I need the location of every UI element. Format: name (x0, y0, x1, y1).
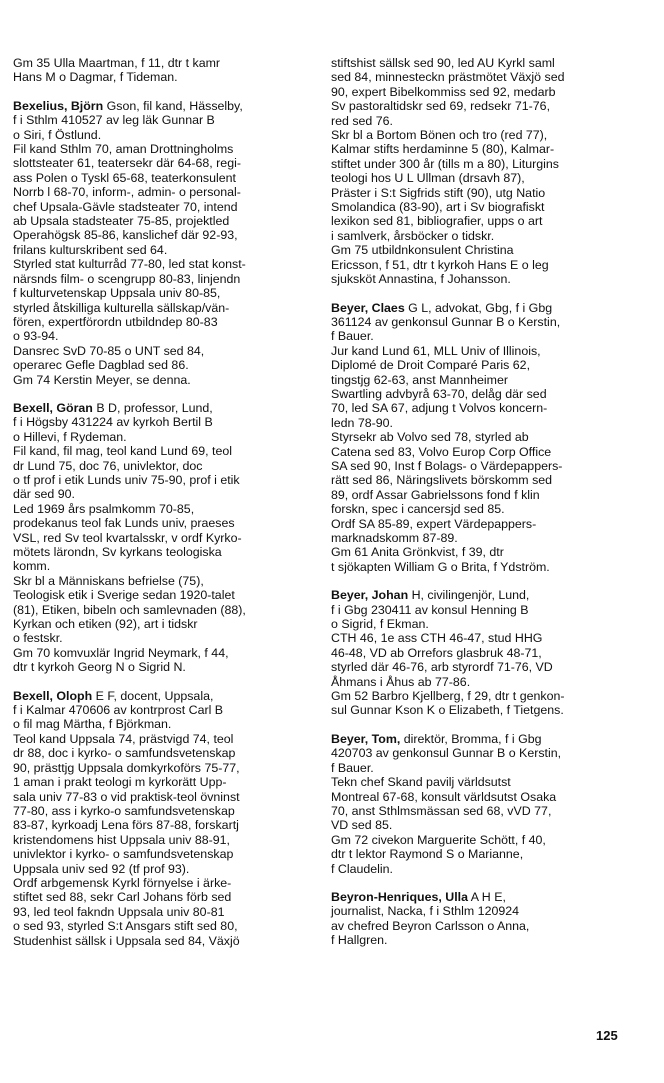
entry-line: red sed 76. (331, 113, 393, 128)
entry-line: o fil mag Märtha, f Björkman. (13, 717, 172, 732)
entry-line: 70, led SA 67, adjung t Volvos koncern- (331, 401, 548, 416)
entry-line (13, 401, 303, 415)
entry-line: Studenhist sällsk i Uppsala sed 84, Växjö (13, 933, 240, 948)
biography-entry (13, 56, 303, 85)
entry-line: Jur kand Lund 61, MLL Univ of Illinois, (331, 343, 541, 358)
entry-line: ass Polen o Tyskl 65-68, teaterkonsulent (13, 170, 236, 185)
entry-line: f Hallgren. (331, 933, 388, 948)
entry-line: fören, expertförordn utbildndep 80-83 (13, 314, 218, 329)
entry-line-text: G L, advokat, Gbg, f i Gbg (404, 300, 553, 315)
entry-line: ab Upsala stadsteater 75-85, projektled (13, 214, 230, 229)
entry-line: f kulturvetenskap Uppsala univ 80-85, (13, 286, 221, 301)
entry-line: o tf prof i etik Lunds univ 75-90, prof i etik (13, 472, 240, 487)
entry-name: Bexell, Göran (13, 400, 93, 415)
entry-line: närsnds film- o scengrupp 80-83, linjendn (13, 271, 241, 286)
entry-line-text: direktör, Bromma, f i Gbg (400, 731, 542, 746)
entry-line: Dansrec SvD 70-85 o UNT sed 84, (13, 343, 205, 358)
right-column (331, 56, 621, 962)
entry-line: 90, expert Bibelkommiss sed 92, medarb (331, 84, 556, 99)
entry-line: 77-80, ass i kyrko-o samfundsvetenskap (13, 803, 235, 818)
entry-line: sala univ 77-83 o vid praktisk-teol övninst (13, 789, 240, 804)
entry-line: VD sed 85. (331, 818, 393, 833)
entry-line: Operahögsk 85-86, kanslichef där 92-93, (13, 228, 238, 243)
entry-line: dr Lund 75, doc 76, univlektor, doc (13, 458, 203, 473)
entry-line: (81), Etiken, bibeln och samlevnaden (88), (13, 602, 246, 617)
entry-line: univlektor i kyrko- o samfundsvetenskap (13, 847, 234, 862)
entry-line: o 93-94. (13, 329, 59, 344)
entry-line: Gm 74 Kerstin Meyer, se denna. (13, 372, 191, 387)
entry-line-text: B D, professor, Lund, (92, 400, 213, 415)
entry-line: sul Gunnar Kson K o Elizabeth, f Tietgens. (331, 703, 564, 718)
entry-line: VSL, red Sv teol kvartalsskr, v ordf Kyrko- (13, 530, 242, 545)
entry-line-text: Gson, fil kand, Hässelby, (103, 98, 243, 113)
entry-line: Teol kand Uppsala 74, prästvigd 74, teol (13, 731, 234, 746)
entry-line: Catena sed 83, Volvo Europ Corp Office (331, 444, 552, 459)
entry-line: Diplomé de Droit Comparé Paris 62, (331, 358, 531, 373)
entry-line: dtr t lektor Raymond S o Marianne, (331, 847, 524, 862)
entry-line: Åhmans i Åhus ab 77-86. (331, 674, 471, 689)
biography-entry (331, 890, 621, 948)
left-column (13, 56, 303, 962)
entry-line: SA sed 90, Inst f Bolags- o Värdepappers- (331, 458, 563, 473)
entry-line: Smolandica (83-90), art i Sv biografiskt (331, 200, 545, 215)
biography-entry (331, 301, 621, 575)
entry-line: rätt sed 86, Näringslivets börskomm sed (331, 473, 553, 488)
entry-line: dtr t kyrkoh Georg N o Sigrid N. (13, 660, 186, 675)
entry-line: 361124 av genkonsul Gunnar B o Kerstin, (331, 314, 561, 329)
entry-line: Teologisk etik i Sverige sedan 1920-talet (13, 588, 235, 603)
entry-line: kristendomens hist Uppsala univ 88-91, (13, 832, 230, 847)
entry-line: Hans M o Dagmar, f Tideman. (13, 70, 178, 85)
entry-line-text: E F, docent, Uppsala, (92, 688, 214, 703)
entry-line: tingstjg 62-63, anst Mannheimer (331, 372, 509, 387)
entry-line: forskn, spec i cancersjd sed 85. (331, 502, 505, 517)
entry-line: Kalmar stifts herdaminne 5 (80), Kalmar- (331, 142, 555, 157)
entry-line: f i Sthlm 410527 av leg läk Gunnar B (13, 113, 215, 128)
entry-line: mötets lärondn, Sv kyrkans teologiska (13, 545, 222, 559)
entry-line: Styrled stat kulturråd 77-80, led stat konst- (13, 257, 246, 272)
entry-line: 90, prästtjg Uppsala domkyrkoförs 75-77, (13, 760, 240, 775)
entry-line: Fil kand Sthlm 70, aman Drottningholms (13, 142, 234, 157)
entry-line: Kyrkan och etiken (92), art i tidskr (13, 617, 198, 632)
entry-line: o sed 93, styrled S:t Ansgars stift sed 80, (13, 919, 238, 934)
entry-name: Bexell, Oloph (13, 688, 93, 703)
entry-line: ledn 78-90. (331, 415, 394, 430)
entry-line: Swartling advbyrå 63-70, delåg där sed (331, 386, 547, 401)
entry-line: Led 1969 års psalmkomm 70-85, (13, 501, 195, 516)
entry-line: marknadskomm 87-89. (331, 531, 458, 545)
entry-line: Gm 75 utbildnkonsulent Christina (331, 243, 514, 258)
biography-entry (13, 689, 303, 948)
biography-entry (331, 732, 621, 876)
entry-line: Styrsekr ab Volvo sed 78, styrled ab (331, 430, 529, 445)
entry-line-text: A H E, (468, 889, 506, 904)
entry-line: Fil kand, fil mag, teol kand Lund 69, teol (13, 444, 233, 459)
biography-entry (13, 401, 303, 675)
entry-line: 89, ordf Assar Gabrielssons fond f klin (331, 487, 540, 502)
biography-entry (331, 588, 621, 718)
entry-line: f i Högsby 431224 av kyrkoh Bertil B (13, 415, 213, 430)
entry-line: operarec Gefle Dagblad sed 86. (13, 358, 189, 373)
entry-line: o Hillevi, f Rydeman. (13, 429, 127, 444)
entry-line: Präster i S:t Sigfrids stift (90), utg Natio (331, 185, 546, 200)
entry-line: sed 84, minnesteckn prästmötet Växjö sed (331, 70, 565, 85)
biography-entry (331, 56, 621, 287)
entry-line (331, 588, 621, 602)
entry-line: där sed 90. (13, 487, 75, 502)
entry-line: 420703 av genkonsul Gunnar B o Kerstin, (331, 746, 562, 761)
entry-line: lexikon sed 81, bibliografier, upps o art (331, 214, 543, 229)
entry-line (13, 99, 303, 113)
entry-line: stiftet sed 88, sekr Carl Johans förb sed (13, 890, 232, 905)
entry-line: 93, led teol fakndn Uppsala univ 80-81 (13, 904, 225, 919)
entry-line: styrled där 46-76, arb styrordf 71-76, VD (331, 660, 553, 675)
entry-line: teologi hos U L Ullman (drsavh 87), (331, 171, 525, 186)
entry-line: 70, anst Sthlmsmässan sed 68, vVD 77, (331, 803, 552, 818)
entry-line: dr 88, doc i kyrko- o samfundsvetenskap (13, 746, 236, 761)
entry-line: Gm 52 Barbro Kjellberg, f 29, dtr t genkon- (331, 689, 565, 704)
entry-line: chef Upsala-Gävle stadsteater 70, intend (13, 199, 238, 214)
entry-line: f Claudelin. (331, 861, 393, 876)
entry-line: i samlverk, årsböcker o tidskr. (331, 228, 495, 243)
entry-line: stiftet under 300 år (tills m a 80), Liturgins (331, 156, 559, 171)
entry-line: Gm 70 komvuxlär Ingrid Neymark, f 44, (13, 645, 229, 660)
entry-line: f Bauer. (331, 760, 374, 775)
entry-name: Beyer, Johan (331, 588, 409, 603)
page-number: 125 (596, 1028, 618, 1043)
entry-line: Gm 61 Anita Grönkvist, f 39, dtr (331, 545, 504, 560)
entry-line: 46-48, VD ab Orrefors glasbruk 48-71, (331, 645, 542, 660)
entry-line: Norrb l 68-70, inform-, admin- o personal- (13, 185, 241, 200)
entry-line: f Bauer. (331, 329, 374, 344)
entry-line: f i Kalmar 470606 av kontrprost Carl B (13, 703, 224, 718)
entry-line: Skr bl a Människans befrielse (75), (13, 573, 204, 588)
biography-entry (13, 99, 303, 387)
entry-line-text: H, civilingenjör, Lund, (408, 588, 530, 603)
entry-name: Beyer, Tom, (331, 731, 401, 746)
entry-line: t sjökapten William G o Brita, f Ydström. (331, 559, 550, 574)
entry-line: Tekn chef Skand pavilj världsutst (331, 775, 511, 790)
entry-line (331, 732, 621, 746)
entry-line: slottsteater 61, teatersekr där 64-68, regi- (13, 156, 241, 171)
entry-line: 1 aman i prakt teologi m kyrkorätt Upp- (13, 775, 227, 790)
entry-line: frilans kulturskribent sed 64. (13, 242, 168, 257)
entry-name: Bexelius, Björn (13, 98, 104, 113)
entry-line (13, 689, 303, 703)
entry-line: prodekanus teol fak Lunds univ, praeses (13, 516, 235, 531)
entry-line: Uppsala univ sed 92 (tf prof 93). (13, 861, 190, 876)
entry-line: komm. (13, 559, 51, 574)
entry-line: 83-87, kyrkoadj Lena förs 87-88, forskartj (13, 818, 239, 833)
entry-line: Gm 72 civekon Marguerite Schött, f 40, (331, 832, 546, 847)
entry-line: styrled åtskilliga kulturella sällskap/vän- (13, 300, 230, 315)
entry-line: Montreal 67-68, konsult världsutst Osaka (331, 789, 557, 804)
entry-line (331, 301, 621, 315)
entry-line: f i Gbg 230411 av konsul Henning B (331, 602, 529, 617)
entry-line: av chefred Beyron Carlsson o Anna, (331, 918, 530, 933)
entry-line: o Sigrid, f Ekman. (331, 617, 429, 632)
entry-line: Ordf SA 85-89, expert Värdepappers- (331, 516, 537, 531)
entry-line: stiftshist sällsk sed 90, led AU Kyrkl saml (331, 56, 555, 70)
entry-line: o Siri, f Östlund. (13, 127, 102, 142)
entry-line (331, 890, 621, 904)
entry-line: o festskr. (13, 631, 63, 646)
entry-line: Gm 35 Ulla Maartman, f 11, dtr t kamr (13, 56, 221, 70)
entry-name: Beyer, Claes (331, 300, 405, 315)
entry-line: journalist, Nacka, f i Sthlm 120924 (331, 904, 520, 919)
entry-name: Beyron-Henriques, Ulla (331, 889, 469, 904)
entry-line: Skr bl a Bortom Bönen och tro (red 77), (331, 128, 548, 143)
entry-line: Ericsson, f 51, dtr t kyrkoh Hans E o leg (331, 257, 549, 272)
entry-line: sjuksköt Annastina, f Johansson. (331, 272, 511, 287)
entry-line: Sv pastoraltidskr sed 69, redsekr 71-76, (331, 99, 551, 114)
entry-line: CTH 46, 1e ass CTH 46-47, stud HHG (331, 631, 543, 646)
entry-line: Ordf arbgemensk Kyrkl förnyelse i ärke- (13, 875, 232, 890)
